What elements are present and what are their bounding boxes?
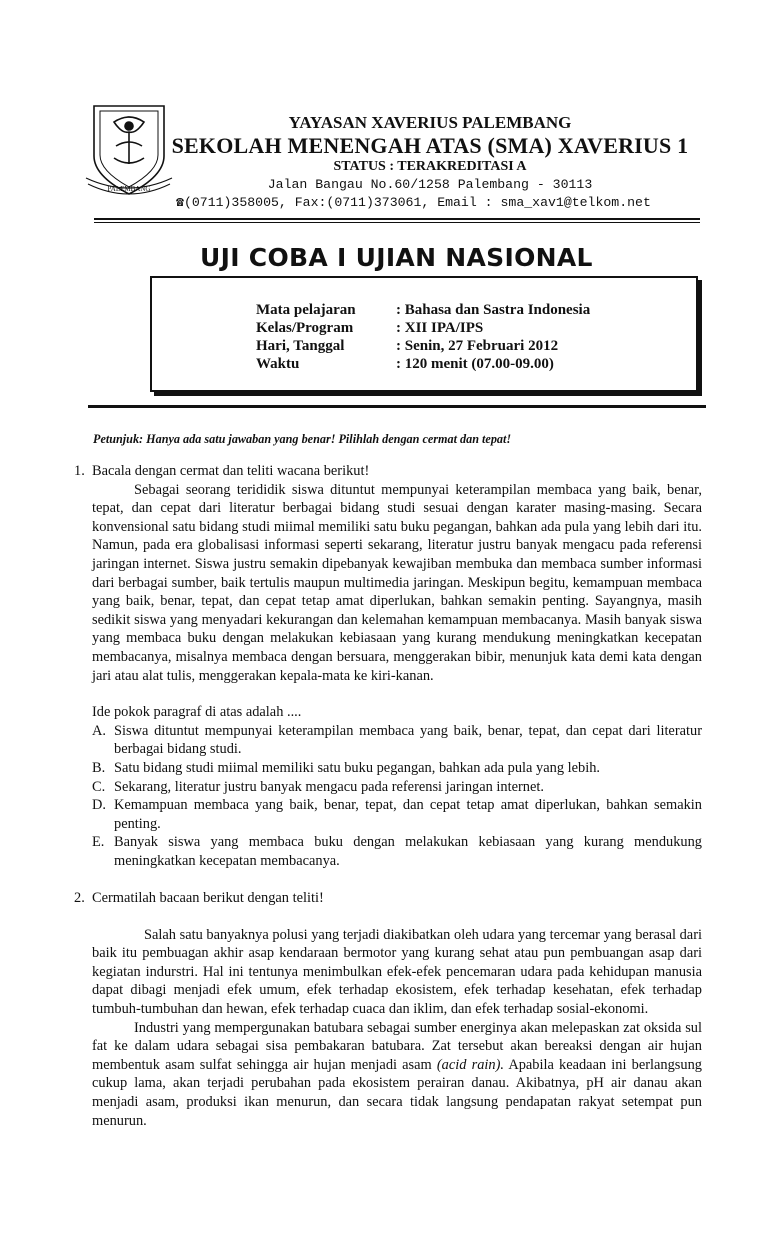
question-2 xyxy=(74,889,702,1130)
option-letter: E. xyxy=(92,834,105,851)
answer-option-c[interactable] xyxy=(92,778,702,797)
info-label: Waktu xyxy=(256,356,300,372)
option-letter: B. xyxy=(92,759,106,776)
info-row-time xyxy=(256,356,554,373)
school-address: Jalan Bangau No.60/1258 Palembang - 30113 xyxy=(267,177,593,192)
question-prompt: Cermatilah bacaan berikut dengan teliti! xyxy=(92,890,324,906)
contact-text: (0711)358005, Fax:(0711)373061, Email : sma_xav1@telkom.net xyxy=(183,195,651,210)
answer-option-b[interactable] xyxy=(92,759,702,778)
header-divider xyxy=(94,218,700,220)
answer-option-e[interactable] xyxy=(92,833,702,870)
question-prompt: Bacala dengan cermat dan teliti wacana berikut! xyxy=(92,463,370,479)
info-label: Hari, Tanggal xyxy=(256,338,345,354)
option-letter: A. xyxy=(92,722,106,739)
question-number: 2. xyxy=(74,890,85,906)
info-value: : 120 menit (07.00-09.00) xyxy=(396,356,554,372)
option-text: Siswa dituntut mempunyai keterampilan membaca yang baik, benar, tepat, dan cepat dari literatur berbagai bidang studi. xyxy=(114,722,702,758)
info-row-class xyxy=(256,320,483,337)
info-value: : Senin, 27 Februari 2012 xyxy=(396,338,559,354)
instructions: Petunjuk: Hanya ada satu jawaban yang benar! Pilihlah dengan cermat dan tepat! xyxy=(93,432,512,446)
question-number: 1. xyxy=(74,463,85,479)
info-label: Kelas/Program xyxy=(256,320,354,336)
answer-option-d[interactable] xyxy=(92,796,702,833)
reading-paragraph-1: Salah satu banyaknya polusi yang terjadi diakibatkan oleh udara yang tercemar yang berasal dari baik itu pembuagan akhir asap kendaraan bermotor yang kurang sehat atau pun pembuangan asap dari kegiatan indurstri. Hal ini tentunya menimbulkan efek-efek pencemaran udara pada kehidupan manusia dapat dibagi menjadi efek umum, efek terhadap ekosistem, efek terhadap kesehatan, efek terhadap tumbuh-tumbuhan dan hewan, efek terhadap cuaca dan iklim, dan efek terhadap sosial-ekonomi. xyxy=(92,926,702,1017)
option-text: Sekarang, literatur justru banyak mengacu pada referensi jaringan internet. xyxy=(114,778,544,795)
accreditation-status: STATUS : TERAKREDITASI A xyxy=(333,159,527,174)
option-letter: D. xyxy=(92,797,106,814)
paragraph-text: Industri yang mempergunakan batubara sebagai sumber energinya akan melepaskan zat oksida sul fat ke dalam udara sebagai sisa pembakaran batubara. Zat tersebut akan bereaksi dengan air hujan membentuk asam sulfat sehingga air hujan menjadi asam xyxy=(92,1019,702,1073)
school-name: SEKOLAH MENENGAH ATAS (SMA) XAVERIUS 1 xyxy=(171,133,689,158)
phone-icon: ☎ xyxy=(176,195,184,210)
foundation-name: YAYASAN XAVERIUS PALEMBANG xyxy=(288,113,572,132)
option-letter: C. xyxy=(92,778,106,795)
info-value: : Bahasa dan Sastra Indonesia xyxy=(396,302,591,318)
exam-title: UJI COBA I UJIAN NASIONAL xyxy=(200,243,593,272)
info-value: : XII IPA/IPS xyxy=(396,320,484,336)
info-divider xyxy=(88,405,706,408)
info-label: Mata pelajaran xyxy=(256,302,356,318)
answer-option-a[interactable] xyxy=(92,722,702,759)
header-divider-thin xyxy=(94,222,700,223)
info-row-subject xyxy=(256,302,590,319)
paragraph-text: Apabila keadaan ini berlangsung cukup lama, akan terjadi perubahan pada ekosistem perairan danau. Akibatnya, pH air danau akan menjadi asam, produksi ikan menurun, dan secara tidak langsung pendapatan rakyat setempat pun menurun. xyxy=(92,1056,702,1129)
reading-passage: Sebagai seorang terididik siswa dituntut mempunyai keterampilan membaca yang baik, benar, tepat, dan cepat dari literatur berbagai bidang studi sesuai dengan karater masing-masing. Secara konvensional satu bidang studi miimal memiliki satu buku pegangan, bahkan ada pula yang lebih dari itu. Namun, pada era globalisasi informasi seperti sekarang, literatur justru banyak mengacu pada referensi jaringan internet. Siswa justru semakin dipebanyak kewajiban membuka dan membaca sumber informasi dari berbagai sumber, baik tertulis maupun multimedia jaringan. Meskipun begitu, kemampuan membaca yang baik, benar, tepat, dan cepat tetap amat diperlukan, bahkan semakin penting. Sayangnya, masih sedikit siswa yang menyadari kekurangan dan kelemahan kemampuan membacanya. Masih banyak siswa yang membaca buku dengan melakukan kebiasaan yang kurang mendukung meningkatkan kecepatan membacanya, misalnya membaca dengan bersuara, menggerakan bibir, menunjuk kata demi kata dengan jari atau alat tulis, menggerakan kepala-mata ke kiri-kanan. xyxy=(92,481,702,684)
question-1 xyxy=(74,462,702,870)
option-text: Banyak siswa yang membaca buku dengan melakukan kebiasaan yang kurang mendukung meningkatkan kecepatan membacanya. xyxy=(114,834,702,869)
logo-banner-text: PALEMBANG xyxy=(107,185,151,193)
school-contact xyxy=(176,195,651,210)
info-row-date xyxy=(256,338,558,355)
acid-rain-term: (acid rain). xyxy=(436,1056,504,1073)
reading-paragraph-2 xyxy=(92,1019,702,1131)
option-text: Kemampuan membaca yang baik, benar, tepat, dan cepat tetap amat diperlukan, bahkan semakin penting. xyxy=(114,797,702,832)
option-text: Satu bidang studi miimal memiliki satu buku pegangan, bahkan ada pula yang lebih. xyxy=(114,759,600,776)
question-stem: Ide pokok paragraf di atas adalah .... xyxy=(92,704,302,721)
